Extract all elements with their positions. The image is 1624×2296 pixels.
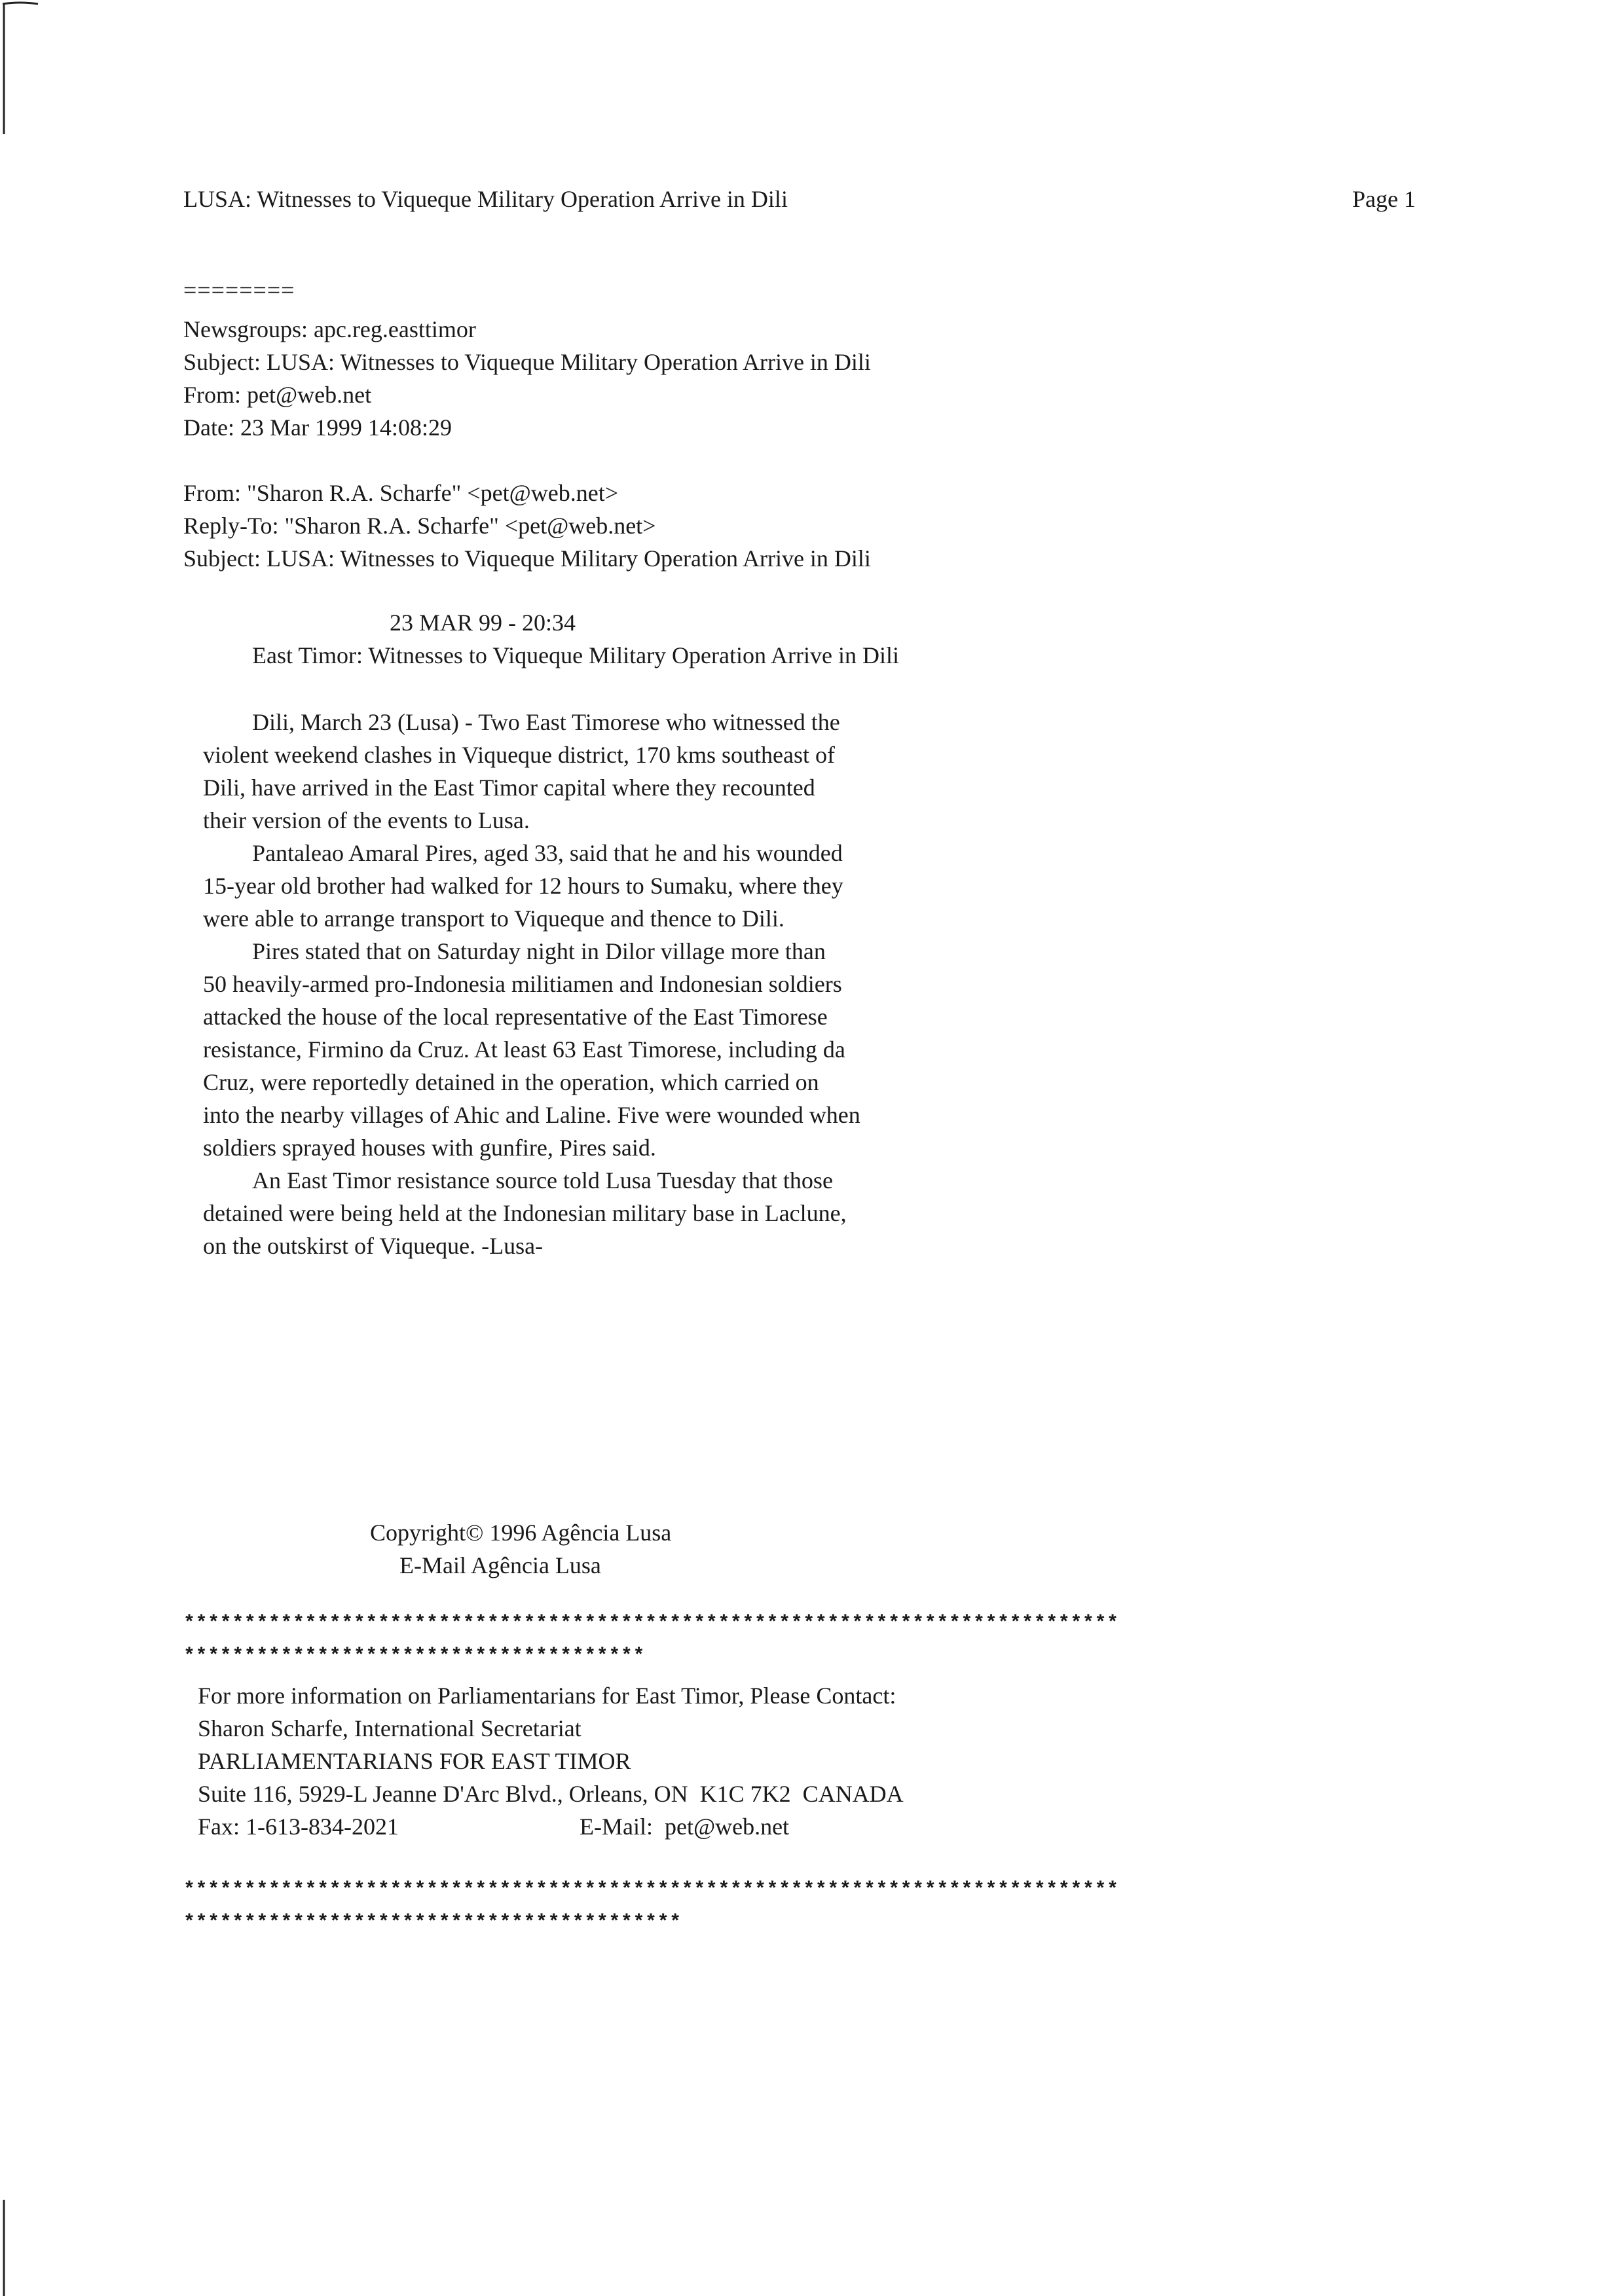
body-line: 50 heavily-armed pro-Indonesia militiamen and Indonesian soldiers xyxy=(203,971,842,997)
contact-address: Suite 116, 5929-L Jeanne D'Arc Blvd., Orleans, ON K1C 7K2 CANADA xyxy=(198,1781,904,1807)
body-line: An East Timor resistance source told Lusa Tuesday that those xyxy=(252,1167,833,1194)
article-headline: East Timor: Witnesses to Viqueque Military Operation Arrive in Dili xyxy=(252,642,899,668)
body-line: Pires stated that on Saturday night in Dilor village more than xyxy=(252,938,826,964)
copyright-email: E-Mail Agência Lusa xyxy=(399,1552,601,1578)
body-line: on the outskirst of Viqueque. -Lusa- xyxy=(203,1233,544,1259)
star-separator: ***************************************************************************** xyxy=(183,1879,1119,1901)
body-line: resistance, Firmino da Cruz. At least 63 East Timorese, including da xyxy=(203,1036,845,1063)
body-line: detained were being held at the Indonesian military base in Laclune, xyxy=(203,1200,847,1226)
page-number: Page 1 xyxy=(1352,186,1416,212)
reply-to-line: Reply-To: "Sharon R.A. Scharfe" <pet@web.net> xyxy=(183,513,656,539)
body-line: into the nearby villages of Ahic and Laline. Five were wounded when xyxy=(203,1102,860,1128)
scan-corner-mark xyxy=(0,0,39,137)
contact-name: Sharon Scharfe, International Secretariat xyxy=(198,1715,581,1741)
body-line: attacked the house of the local representative of the East Timorese xyxy=(203,1004,828,1030)
body-line: Cruz, were reportedly detained in the operation, which carried on xyxy=(203,1069,819,1095)
star-separator: ***************************************** xyxy=(183,1912,682,1934)
newsgroups-line: Newsgroups: apc.reg.easttimor xyxy=(183,316,476,342)
from-header-line: From: "Sharon R.A. Scharfe" <pet@web.net> xyxy=(183,480,619,506)
date-line: Date: 23 Mar 1999 14:08:29 xyxy=(183,414,452,441)
body-line: Dili, have arrived in the East Timor capital where they recounted xyxy=(203,774,815,801)
scan-edge-mark xyxy=(0,2200,13,2296)
contact-email: E-Mail: pet@web.net xyxy=(580,1813,790,1840)
copyright-notice: Copyright© 1996 Agência Lusa xyxy=(370,1520,672,1546)
body-line: Dili, March 23 (Lusa) - Two East Timorese who witnessed the xyxy=(252,709,840,735)
from-line: From: pet@web.net xyxy=(183,382,372,408)
body-line: 15-year old brother had walked for 12 hours to Sumaku, where they xyxy=(203,873,843,899)
star-separator: ************************************** xyxy=(183,1645,646,1667)
article-dateline: 23 MAR 99 - 20:34 xyxy=(390,610,576,636)
subject-line: Subject: LUSA: Witnesses to Viqueque Military Operation Arrive in Dili xyxy=(183,349,871,375)
subject-header-line: Subject: LUSA: Witnesses to Viqueque Military Operation Arrive in Dili xyxy=(183,545,871,572)
contact-fax: Fax: 1-613-834-2021 xyxy=(198,1813,399,1840)
body-line: their version of the events to Lusa. xyxy=(203,807,530,833)
body-line: were able to arrange transport to Viqueque and thence to Dili. xyxy=(203,905,784,932)
body-line: violent weekend clashes in Viqueque district, 170 kms southeast of xyxy=(203,742,835,768)
separator-line: ======== xyxy=(183,277,295,303)
star-separator: ***************************************************************************** xyxy=(183,1613,1119,1635)
contact-intro: For more information on Parliamentarians for East Timor, Please Contact: xyxy=(198,1683,896,1709)
document-header-title: LUSA: Witnesses to Viqueque Military Operation Arrive in Dili xyxy=(183,186,788,212)
body-line: soldiers sprayed houses with gunfire, Pires said. xyxy=(203,1135,656,1161)
contact-organization: PARLIAMENTARIANS FOR EAST TIMOR xyxy=(198,1748,631,1774)
body-line: Pantaleao Amaral Pires, aged 33, said that he and his wounded xyxy=(252,840,843,866)
